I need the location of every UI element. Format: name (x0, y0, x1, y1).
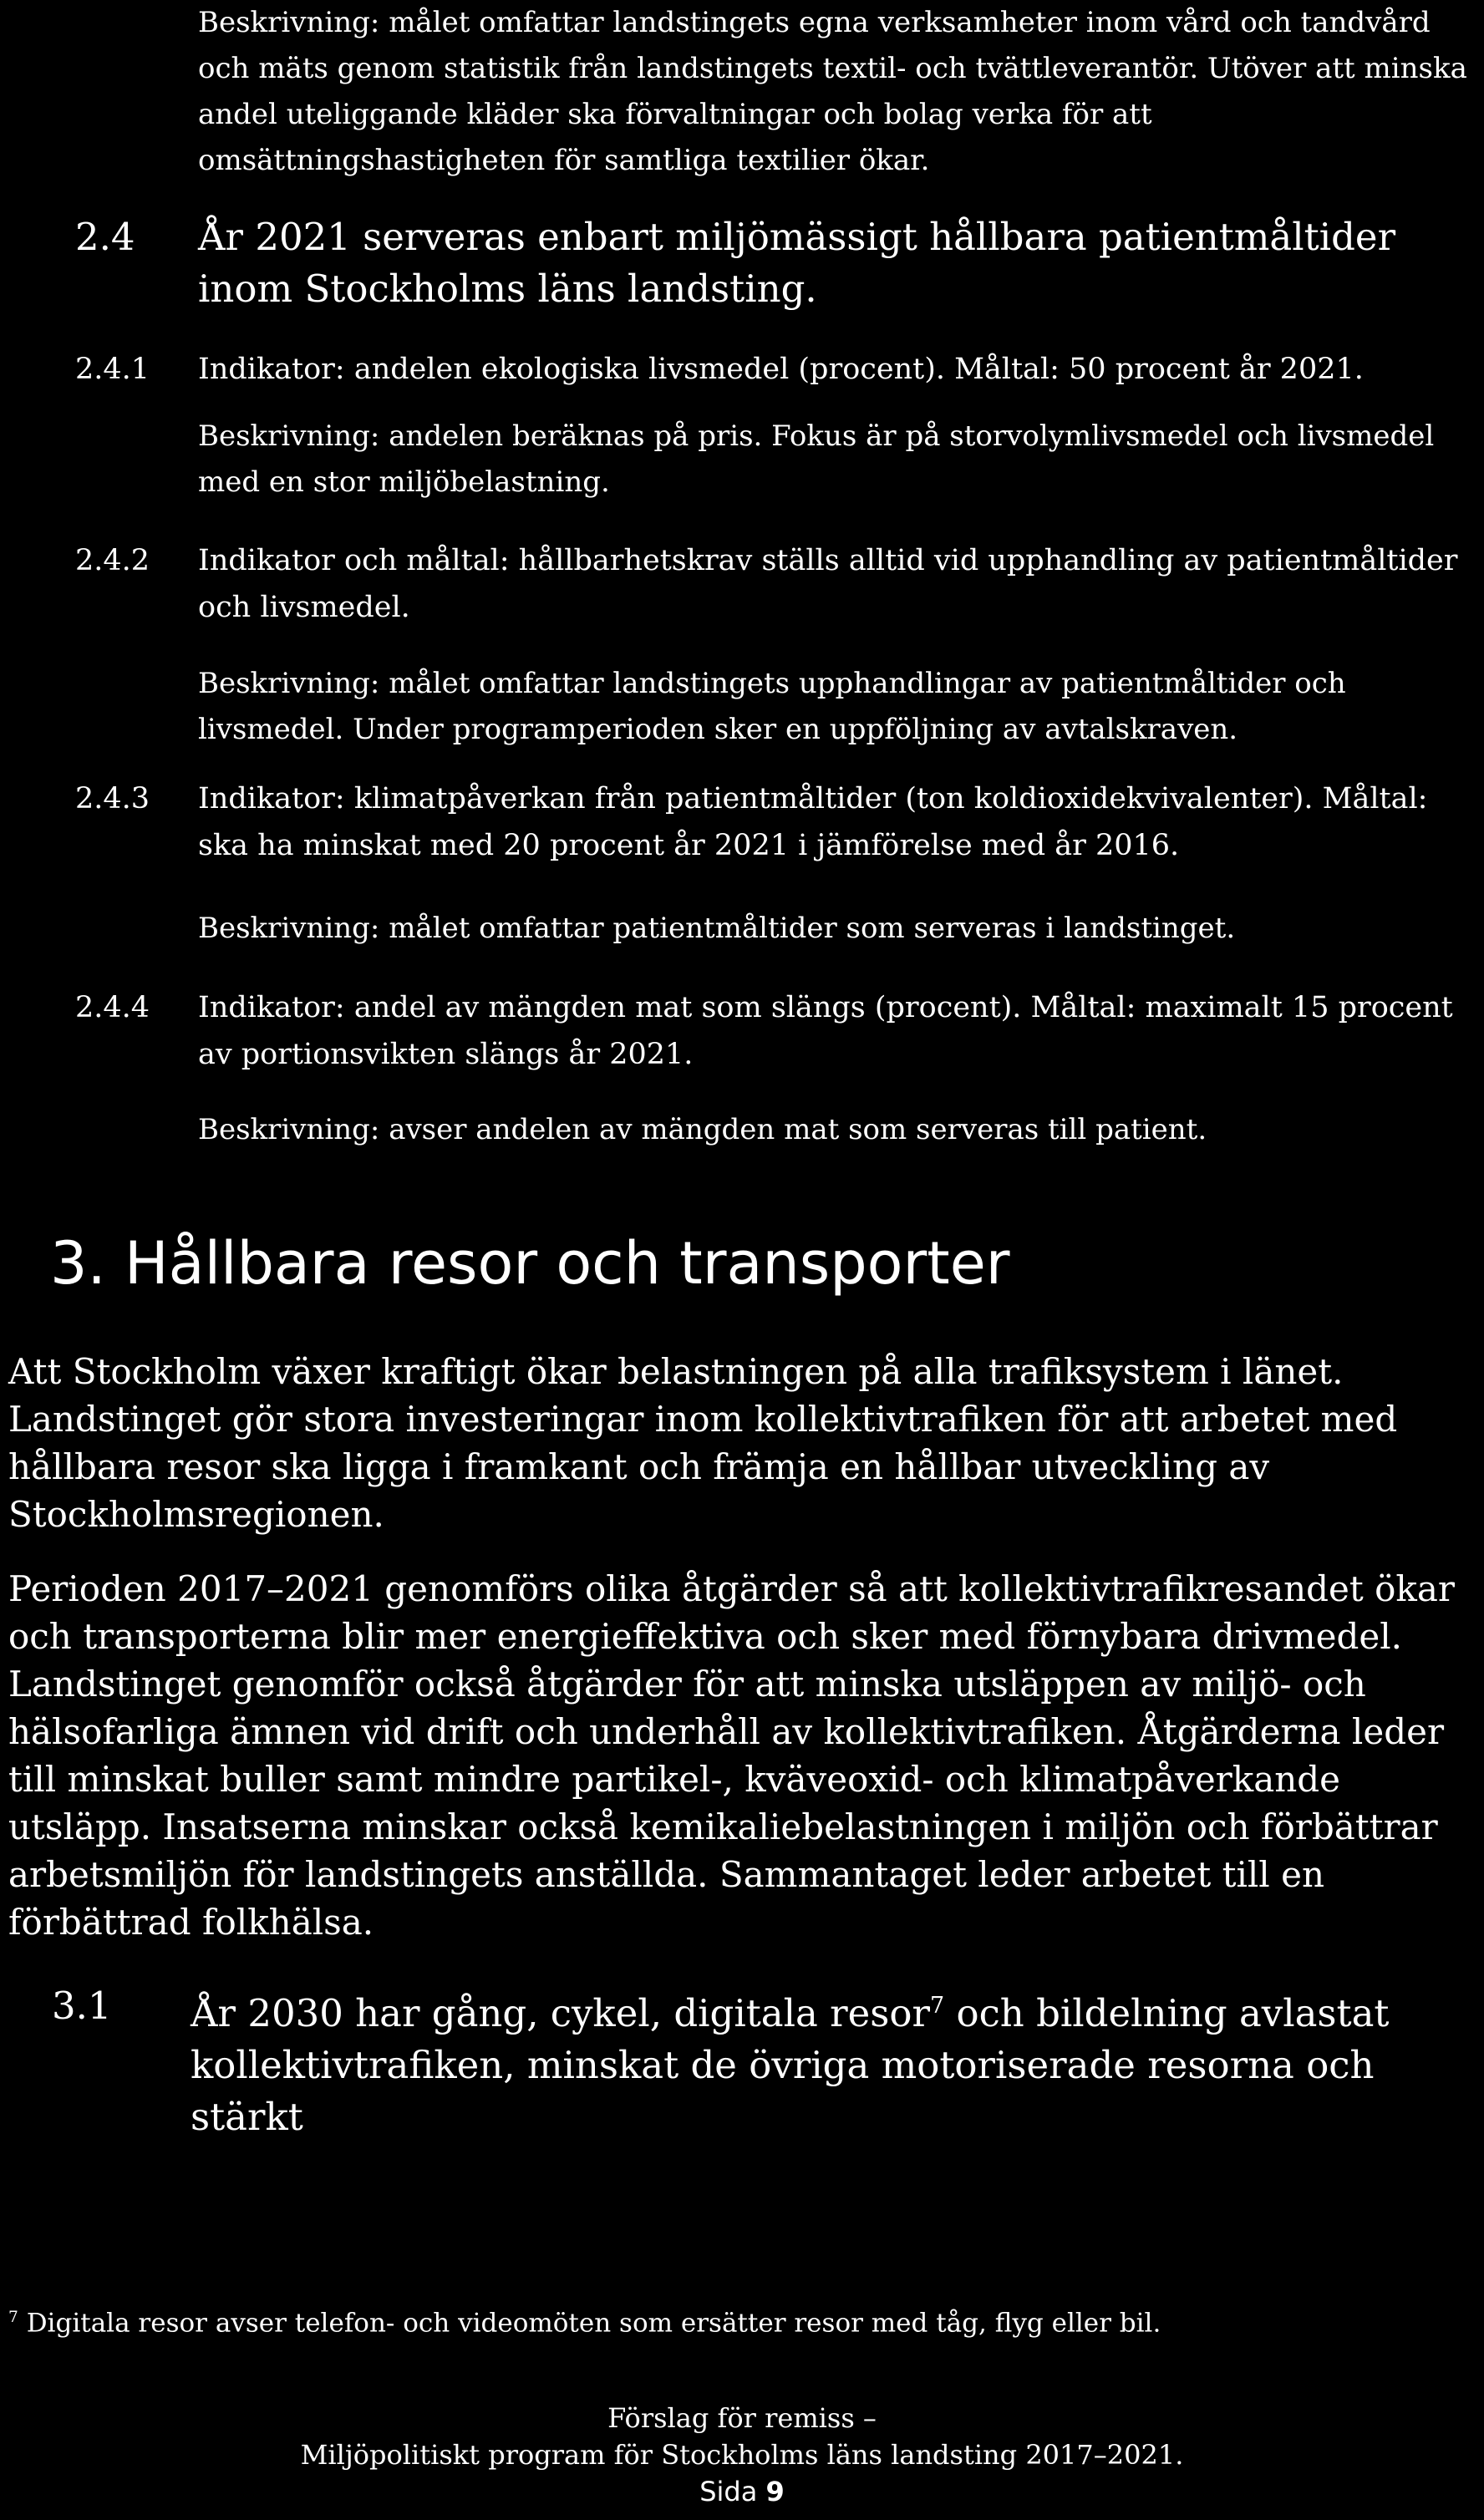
page-number-value: 9 (765, 2476, 785, 2507)
footnote-reference[interactable]: 7 (930, 1993, 945, 2019)
section-heading: 3. Hållbara resor och transporter (50, 1229, 1010, 1298)
footer-line: Miljöpolitiskt program för Stockholms läns landsting 2017–2021. (300, 2439, 1184, 2471)
indicator-description: Beskrivning: avser andelen av mängden mat som serveras till patient. (198, 1113, 1207, 1146)
indicator-text: Indikator: andel av mängden mat som slängs (procent). Måltal: maximalt 15 procent av portionsvikten slängs år 2021. (198, 991, 1453, 1071)
page-label: Sida (699, 2476, 758, 2507)
footnote-text: Digitala resor avser telefon- och videomöten som ersätter resor med tåg, flyg eller bil. (26, 2308, 1161, 2339)
goal-number: 2.4 (75, 215, 135, 259)
indicator-number: 2.4.1 (75, 353, 150, 386)
indicator-description: Beskrivning: målet omfattar patientmåltider som serveras i landstinget. (198, 912, 1236, 945)
indicator-text: Indikator: andelen ekologiska livsmedel (procent). Måltal: 50 procent år 2021. (198, 353, 1364, 386)
footnote-marker: 7 (8, 2309, 18, 2326)
footnote (8, 2299, 1471, 2341)
section-paragraph: Att Stockholm växer kraftigt ökar belastningen på alla trafiksystem i länet. Landstinget gör stora investeringar inom kollektivtrafiken för att arbetet med hållbara resor ska ligga i framkant och främja en hållbar utveckling av Stockholmsregionen. (8, 1351, 1398, 1535)
goal-text (191, 1980, 1477, 2143)
indicator-text: Indikator: klimatpåverkan från patientmåltider (ton koldioxidekvivalenter). Måltal: ska ha minskat med 20 procent år 2021 i jämförelse med år 2016. (198, 782, 1428, 862)
section-paragraph: Perioden 2017–2021 genomförs olika åtgärder så att kollektivtrafikresandet ökar och transporterna blir mer energieffektiva och sker med förnybara drivmedel. Landstinget genomför också åtgärder för att minska utsläppen av miljö- och hälsofarliga ämnen vid drift och underhåll av kollektivtrafiken. Åtgärderna leder till minskat buller samt mindre partikel-, kväveoxid- och klimatpåverkande utsläpp. Insatserna minskar också kemikaliebelastningen i miljön och förbättrar arbetsmiljön för landstingets anställda. Sammantaget leder arbetet till en förbättrad folkhälsa. (8, 1568, 1455, 1943)
indicator-number: 2.4.2 (75, 544, 150, 577)
goal-text-before: År 2030 har gång, cykel, digitala resor (191, 1991, 930, 2035)
page-number (0, 2473, 1484, 2510)
goal-number: 3.1 (52, 1984, 112, 2028)
indicator-number: 2.4.3 (75, 782, 150, 815)
top-description: Beskrivning: målet omfattar landstingets egna verksamheter inom vård och tandvård och mäts genom statistik från landstingets textil- och tvättleverantör. Utöver att minska andel uteliggande kläder ska förvaltningar och bolag verka för att omsättningshastigheten för samtliga textilier ökar. (198, 6, 1467, 177)
goal-text: År 2021 serveras enbart miljömässigt hållbara patientmåltider inom Stockholms läns landsting. (198, 215, 1396, 311)
indicator-text: Indikator och måltal: hållbarhetskrav ställs alltid vid upphandling av patientmåltider och livsmedel. (198, 544, 1458, 624)
indicator-number: 2.4.4 (75, 991, 150, 1024)
goal-text-after: och bildelning avlastat kollektivtrafiken, minskat de övriga motoriserade resorna och stärkt (191, 1991, 1390, 2139)
indicator-description: Beskrivning: andelen beräknas på pris. Fokus är på storvolymlivsmedel och livsmedel med en stor miljöbelastning. (198, 419, 1435, 499)
indicator-description: Beskrivning: målet omfattar landstingets upphandlingar av patientmåltider och livsmedel. Under programperioden sker en uppföljning av avtalskraven. (198, 667, 1346, 746)
footer-line: Förslag för remiss – (607, 2402, 877, 2434)
